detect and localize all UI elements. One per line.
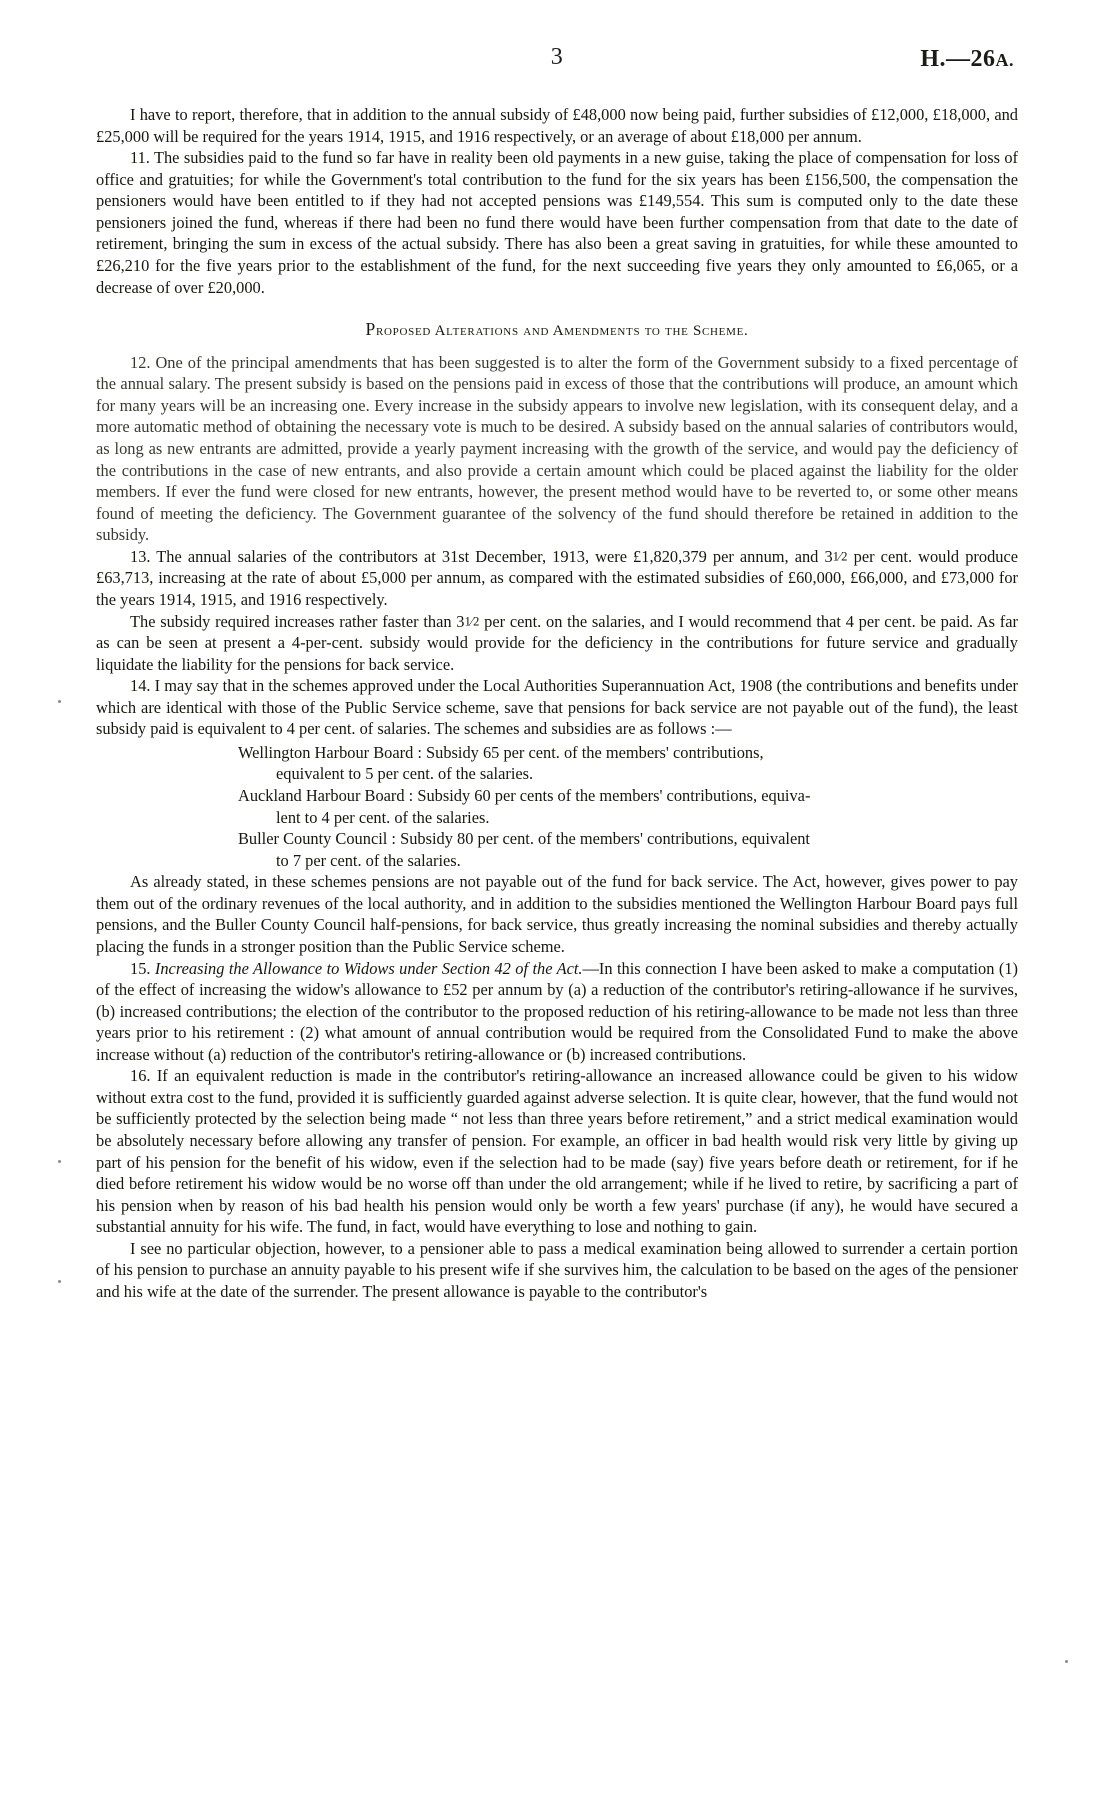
paragraph-13-continued: The subsidy required increases rather faster than 31⁄2 per cent. on the salaries, and I would recommend that 4 per cent. be paid. As far as can be seen at present a 4-per-cent. subsidy would provide for the deficiency in the contributions for future service and gradually liquidate the liability for the pensions for back service. — [96, 611, 1018, 674]
paragraph-15: 15. Increasing the Allowance to Widows under Section 42 of the Act.—In this connection I have been asked to make a computation (1) of the effect of increasing the widow's allowance to £52 per annum by (a) a reduction of the contributor's retiring-allowance if he survives, (b) increased contributions; the election of the contributor to the proposed reduction of his retiring-allowance to be made not less than three years prior to his retirement : (2) what amount of annual contribution would be required from the Consolidated Fund to make the above increase without (a) reduction of the contributor's retiring-allowance or (b) increased contributions. — [96, 958, 1018, 1064]
paragraph-after-list: As already stated, in these schemes pensions are not payable out of the fund for back service. The Act, however, gives power to pay them out of the ordinary revenues of the local authority, and in addition to the subsidies mentioned the Wellington Harbour Board pays full pensions, and the Buller County Council half-pensions, for back service, thus greatly increasing the nominal subsidies and thereby actually placing the funds in a stronger position than the Public Service scheme. — [96, 872, 1018, 956]
document-reference: H.—26A. — [920, 46, 1014, 72]
paragraph-14: 14. I may say that in the schemes approved under the Local Authorities Superannuation Act, 1908 (the contributions and benefits under which are identical with those of the Public Service scheme, save that pensions for back service are not payable out of the fund), the least subsidy paid is equivalent to 4 per cent. of salaries. The schemes and subsidies are as follows :— — [96, 676, 1018, 739]
paragraph-11: 11. The subsidies paid to the fund so far have in reality been old payments in a new guise, taking the place of compensation for loss of office and gratuities; for while the Government's total contribution to the fund for the six years has been £156,500, the compensation the pensioners would have been entitled to if they had not accepted pensions was £149,554. This sum is computed only to the date these pensioners joined the fund, whereas if there had been no fund there would have been further compensation from that date to the date of retirement, bringing the sum in excess of the actual subsidy. There has also been a great saving in gratuities, for while these amounted to £26,210 for the five years prior to the establishment of the fund, for the next succeeding five years they only amounted to £6,065, or a decrease of over £20,000. — [96, 148, 1018, 297]
margin-dot — [58, 1280, 61, 1283]
list-item: Auckland Harbour Board : Subsidy 60 per cents of the members' contributions, equiva- lent to 4 per cent. of the salaries. — [238, 786, 811, 827]
margin-dot — [1065, 1660, 1068, 1663]
paragraph-16: 16. If an equivalent reduction is made in the contributor's retiring-allowance an increased allowance could be given to his widow without extra cost to the fund, provided it is sufficiently guarded against adverse selection. It is quite clear, however, that the fund would not be sufficiently protected by the selection being made “ not less than three years before retirement,” and a strict medical examination would be absolutely necessary before allowing any transfer of pension. For example, an officer in bad health would risk very little by giving up part of his pension for the benefit of his widow, even if the selection had to be made (say) five years before death or retirement, for if he died before retirement his widow would be no worse off than under the old arrangement; while if he lived to retire, by sacrificing a part of his pension when by reason of his bad health his pension would only be worth a few years' purchase (if any), he would have secured a substantial annuity for his wife. The fund, in fact, would have everything to lose and nothing to gain. — [96, 1066, 1018, 1237]
paragraph-final: I see no particular objection, however, to a pensioner able to pass a medical examination being allowed to surrender a certain portion of his pension to purchase an annuity payable to his present wife if she survives him, the calculation to be based on the ages of the pensioner and his wife at the date of the surrender. The present allowance is payable to the contributor's — [96, 1238, 1018, 1301]
scheme-list — [96, 742, 1018, 871]
fraction-one-half: 1⁄2 — [464, 614, 480, 629]
list-item: Wellington Harbour Board : Subsidy 65 per cent. of the members' contributions, equivalent to 5 per cent. of the salaries. — [238, 742, 764, 784]
fraction-one-half: 1⁄2 — [832, 549, 848, 564]
section-heading-proposed-alterations: Proposed Alterations and Amendments to the Scheme. — [365, 319, 749, 340]
paragraph-intro: I have to report, therefore, that in addition to the annual subsidy of £48,000 now being paid, further subsidies of £12,000, £18,000, and £25,000 will be required for the years 1914, 1915, and 1916 respectively, or an average of about £18,000 per annum. — [96, 105, 1018, 146]
paragraph-15-title: Increasing the Allowance to Widows under Section 42 of the Act. — [154, 958, 583, 978]
page-number: 3 — [550, 44, 564, 70]
list-item: Buller County Council : Subsidy 80 per cent. of the members' contributions, equivalent to 7 per cent. of the salaries. — [238, 829, 810, 870]
paragraph-12: 12. One of the principal amendments that has been suggested is to alter the form of the Government subsidy to a fixed percentage of the annual salary. The present subsidy is based on the pensions paid in excess of those that the contributions will produce, an amount which for many years will be an increasing one. Every increase in the subsidy appears to involve new legislation, with its consequent delay, and a more automatic method of obtaining the necessary vote is much to be desired. A subsidy based on the annual salaries of contributors would, as long as new entrants are admitted, provide a yearly payment increasing with the growth of the service, and would pay the deficiency of the contributions in the case of new entrants, and also provide a certain amount which could be placed against the liability for the older members. If ever the fund were closed for new entrants, however, the present method would have to be reverted to, or some other means found of meeting the deficiency. The Government guarantee of the solvency of the fund should therefore be retained in addition to the subsidy. — [96, 352, 1018, 545]
margin-dot — [58, 700, 61, 703]
page-header — [96, 44, 1018, 90]
margin-dot — [58, 1160, 61, 1163]
document-body — [96, 104, 1018, 1303]
paragraph-13: 13. The annual salaries of the contributors at 31st December, 1913, were £1,820,379 per annum, and 31⁄2 per cent. would produce £63,713, increasing at the rate of about £5,000 per annum, as compared with the estimated subsidies of £60,000, £66,000, and £73,000 for the years 1914, 1915, and 1916 respectively. — [96, 546, 1019, 609]
